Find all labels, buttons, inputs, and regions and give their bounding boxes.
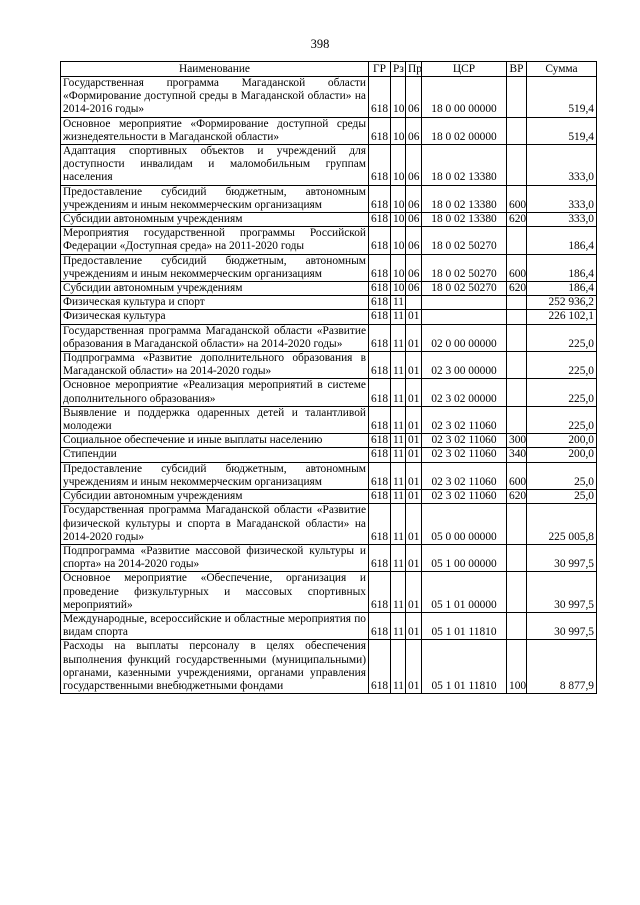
row-vr: 300 (507, 434, 527, 448)
row-pr (406, 296, 422, 310)
row-sum: 226 102,1 (527, 310, 597, 324)
row-sum: 25,0 (527, 490, 597, 504)
row-name: Физическая культура и спорт (61, 296, 369, 310)
row-gr: 618 (369, 406, 391, 433)
row-gr: 618 (369, 544, 391, 571)
row-rz: 11 (391, 324, 406, 351)
row-csr: 18 0 00 00000 (422, 77, 507, 118)
row-name: Выявление и поддержка одаренных детей и талантливой молодежи (61, 406, 369, 433)
row-pr: 01 (406, 434, 422, 448)
row-vr (507, 572, 527, 613)
row-pr: 01 (406, 379, 422, 406)
row-vr (507, 324, 527, 351)
table-row (61, 324, 597, 351)
row-sum: 225,0 (527, 352, 597, 379)
row-sum: 200,0 (527, 448, 597, 462)
row-csr: 02 3 00 00000 (422, 352, 507, 379)
row-rz: 11 (391, 544, 406, 571)
row-pr: 06 (406, 227, 422, 254)
table-row (61, 612, 597, 639)
row-gr: 618 (369, 185, 391, 212)
row-pr: 06 (406, 77, 422, 118)
row-name: Основное мероприятие «Реализация мероприятий в системе дополнительного образования» (61, 379, 369, 406)
row-pr: 06 (406, 282, 422, 296)
row-pr: 01 (406, 310, 422, 324)
table-row (61, 379, 597, 406)
row-csr: 02 3 02 11060 (422, 448, 507, 462)
row-name: Стипендии (61, 448, 369, 462)
row-rz: 11 (391, 572, 406, 613)
table-row (61, 504, 597, 545)
table-row (61, 572, 597, 613)
row-gr: 618 (369, 434, 391, 448)
row-rz: 11 (391, 612, 406, 639)
row-rz: 11 (391, 352, 406, 379)
row-sum: 200,0 (527, 434, 597, 448)
row-pr: 01 (406, 462, 422, 489)
table-row (61, 544, 597, 571)
table-row (61, 77, 597, 118)
row-rz: 10 (391, 282, 406, 296)
row-gr: 618 (369, 213, 391, 227)
row-rz: 11 (391, 490, 406, 504)
row-pr: 06 (406, 213, 422, 227)
table-row (61, 434, 597, 448)
row-vr (507, 296, 527, 310)
header-vr: ВР (507, 62, 527, 77)
row-name: Международные, всероссийские и областные мероприятия по видам спорта (61, 612, 369, 639)
row-pr: 01 (406, 324, 422, 351)
table-row (61, 296, 597, 310)
header-csr: ЦСР (422, 62, 507, 77)
row-csr: 18 0 02 50270 (422, 254, 507, 281)
row-csr (422, 310, 507, 324)
row-gr: 618 (369, 117, 391, 144)
table-header-row (61, 62, 597, 77)
row-pr: 01 (406, 544, 422, 571)
row-sum: 225,0 (527, 324, 597, 351)
row-vr: 100 (507, 640, 527, 694)
row-vr (507, 612, 527, 639)
row-name: Подпрограмма «Развитие массовой физической культуры и спорта» на 2014-2020 годы» (61, 544, 369, 571)
row-gr: 618 (369, 310, 391, 324)
header-rz: Рз (391, 62, 406, 77)
row-vr: 600 (507, 185, 527, 212)
row-vr (507, 117, 527, 144)
row-sum: 519,4 (527, 117, 597, 144)
row-pr: 06 (406, 254, 422, 281)
row-csr: 18 0 02 13380 (422, 185, 507, 212)
row-rz: 10 (391, 213, 406, 227)
row-sum: 252 936,2 (527, 296, 597, 310)
row-name: Государственная программа Магаданской области «Формирование доступной среды в Магаданской области» на 2014-2016 годы» (61, 77, 369, 118)
row-name: Субсидии автономным учреждениям (61, 282, 369, 296)
row-name: Государственная программа Магаданской области «Развитие физической культуры и спорта в Магаданской области» на 2014-2020 годы» (61, 504, 369, 545)
row-rz: 11 (391, 310, 406, 324)
row-name: Субсидии автономным учреждениям (61, 213, 369, 227)
row-vr (507, 227, 527, 254)
row-vr (507, 352, 527, 379)
row-rz: 10 (391, 254, 406, 281)
row-csr: 05 1 01 00000 (422, 572, 507, 613)
row-name: Расходы на выплаты персоналу в целях обеспечения выполнения функций государственными (муниципальными) органами, казенными учреждениями, органами управления государственными внебюджетными фондами (61, 640, 369, 694)
row-name: Субсидии автономным учреждениям (61, 490, 369, 504)
row-sum: 30 997,5 (527, 612, 597, 639)
row-rz: 10 (391, 227, 406, 254)
header-pr: Пр (406, 62, 422, 77)
row-name: Предоставление субсидий бюджетным, автономным учреждениям и иным некоммерческим организациям (61, 185, 369, 212)
row-vr (507, 310, 527, 324)
table-row (61, 227, 597, 254)
row-name: Предоставление субсидий бюджетным, автономным учреждениям и иным некоммерческим организациям (61, 254, 369, 281)
row-gr: 618 (369, 640, 391, 694)
header-name: Наименование (61, 62, 369, 77)
row-pr: 01 (406, 352, 422, 379)
row-gr: 618 (369, 462, 391, 489)
row-pr: 01 (406, 406, 422, 433)
row-vr: 340 (507, 448, 527, 462)
row-pr: 01 (406, 504, 422, 545)
row-rz: 11 (391, 406, 406, 433)
row-csr: 02 3 02 11060 (422, 462, 507, 489)
header-sum: Сумма (527, 62, 597, 77)
row-sum: 225,0 (527, 379, 597, 406)
row-csr: 18 0 02 50270 (422, 227, 507, 254)
row-gr: 618 (369, 254, 391, 281)
row-rz: 10 (391, 145, 406, 186)
row-rz: 11 (391, 448, 406, 462)
row-csr: 18 0 02 13380 (422, 213, 507, 227)
row-csr: 02 3 02 11060 (422, 490, 507, 504)
row-csr: 05 1 01 11810 (422, 640, 507, 694)
row-sum: 186,4 (527, 227, 597, 254)
row-rz: 11 (391, 504, 406, 545)
row-pr: 06 (406, 145, 422, 186)
row-sum: 519,4 (527, 77, 597, 118)
row-gr: 618 (369, 282, 391, 296)
row-csr: 02 3 02 11060 (422, 434, 507, 448)
table-row (61, 213, 597, 227)
row-vr (507, 544, 527, 571)
row-name: Государственная программа Магаданской области «Развитие образования в Магаданской области» на 2014-2020 годы» (61, 324, 369, 351)
row-vr (507, 406, 527, 433)
row-sum: 333,0 (527, 145, 597, 186)
row-gr: 618 (369, 352, 391, 379)
row-gr: 618 (369, 379, 391, 406)
row-pr: 01 (406, 448, 422, 462)
table-row (61, 254, 597, 281)
table-row (61, 462, 597, 489)
row-sum: 8 877,9 (527, 640, 597, 694)
row-vr: 620 (507, 282, 527, 296)
row-name: Подпрограмма «Развитие дополнительного образования в Магаданской области» на 2014-2020 годы» (61, 352, 369, 379)
row-pr: 06 (406, 117, 422, 144)
row-sum: 186,4 (527, 254, 597, 281)
row-pr: 01 (406, 612, 422, 639)
row-csr: 05 1 00 00000 (422, 544, 507, 571)
table-row (61, 185, 597, 212)
row-vr: 620 (507, 490, 527, 504)
row-vr: 600 (507, 462, 527, 489)
row-vr: 620 (507, 213, 527, 227)
row-rz: 11 (391, 434, 406, 448)
row-rz: 10 (391, 185, 406, 212)
header-gr: ГР (369, 62, 391, 77)
row-pr: 06 (406, 185, 422, 212)
row-csr: 18 0 02 50270 (422, 282, 507, 296)
row-sum: 225,0 (527, 406, 597, 433)
row-csr: 18 0 02 00000 (422, 117, 507, 144)
row-gr: 618 (369, 612, 391, 639)
budget-table (60, 61, 597, 694)
row-vr (507, 77, 527, 118)
row-gr: 618 (369, 324, 391, 351)
page-number: 398 (310, 37, 330, 51)
row-sum: 30 997,5 (527, 572, 597, 613)
row-name: Физическая культура (61, 310, 369, 324)
table-row (61, 406, 597, 433)
row-sum: 225 005,8 (527, 504, 597, 545)
table-row (61, 282, 597, 296)
row-sum: 25,0 (527, 462, 597, 489)
row-gr: 618 (369, 572, 391, 613)
row-gr: 618 (369, 77, 391, 118)
table-row (61, 640, 597, 694)
row-rz: 10 (391, 77, 406, 118)
row-name: Адаптация спортивных объектов и учреждений для доступности инвалидам и маломобильным группам населения (61, 145, 369, 186)
row-pr: 01 (406, 572, 422, 613)
row-sum: 30 997,5 (527, 544, 597, 571)
row-gr: 618 (369, 227, 391, 254)
row-csr (422, 296, 507, 310)
row-rz: 10 (391, 117, 406, 144)
row-rz: 11 (391, 296, 406, 310)
row-vr: 600 (507, 254, 527, 281)
row-name: Мероприятия государственной программы Российской Федерации «Доступная среда» на 2011-2020 годы (61, 227, 369, 254)
row-csr: 02 3 02 00000 (422, 379, 507, 406)
row-csr: 02 0 00 00000 (422, 324, 507, 351)
row-gr: 618 (369, 448, 391, 462)
table-row (61, 448, 597, 462)
row-gr: 618 (369, 296, 391, 310)
table-row (61, 490, 597, 504)
row-sum: 333,0 (527, 185, 597, 212)
row-name: Предоставление субсидий бюджетным, автономным учреждениям и иным некоммерческим организациям (61, 462, 369, 489)
row-csr: 05 1 01 11810 (422, 612, 507, 639)
row-gr: 618 (369, 504, 391, 545)
table-row (61, 145, 597, 186)
row-vr (507, 379, 527, 406)
row-name: Социальное обеспечение и иные выплаты населению (61, 434, 369, 448)
row-csr: 02 3 02 11060 (422, 406, 507, 433)
table-row (61, 352, 597, 379)
table-row (61, 117, 597, 144)
row-gr: 618 (369, 145, 391, 186)
row-rz: 11 (391, 379, 406, 406)
row-csr: 05 0 00 00000 (422, 504, 507, 545)
row-name: Основное мероприятие «Обеспечение, организация и проведение физкультурных и массовых спортивных мероприятий» (61, 572, 369, 613)
row-sum: 333,0 (527, 213, 597, 227)
row-rz: 11 (391, 640, 406, 694)
table-row (61, 310, 597, 324)
row-gr: 618 (369, 490, 391, 504)
row-sum: 186,4 (527, 282, 597, 296)
row-vr (507, 145, 527, 186)
row-vr (507, 504, 527, 545)
row-pr: 01 (406, 490, 422, 504)
table-body (61, 77, 597, 694)
row-csr: 18 0 02 13380 (422, 145, 507, 186)
row-name: Основное мероприятие «Формирование доступной среды жизнедеятельности в Магаданской области» (61, 117, 369, 144)
row-rz: 11 (391, 462, 406, 489)
row-pr: 01 (406, 640, 422, 694)
